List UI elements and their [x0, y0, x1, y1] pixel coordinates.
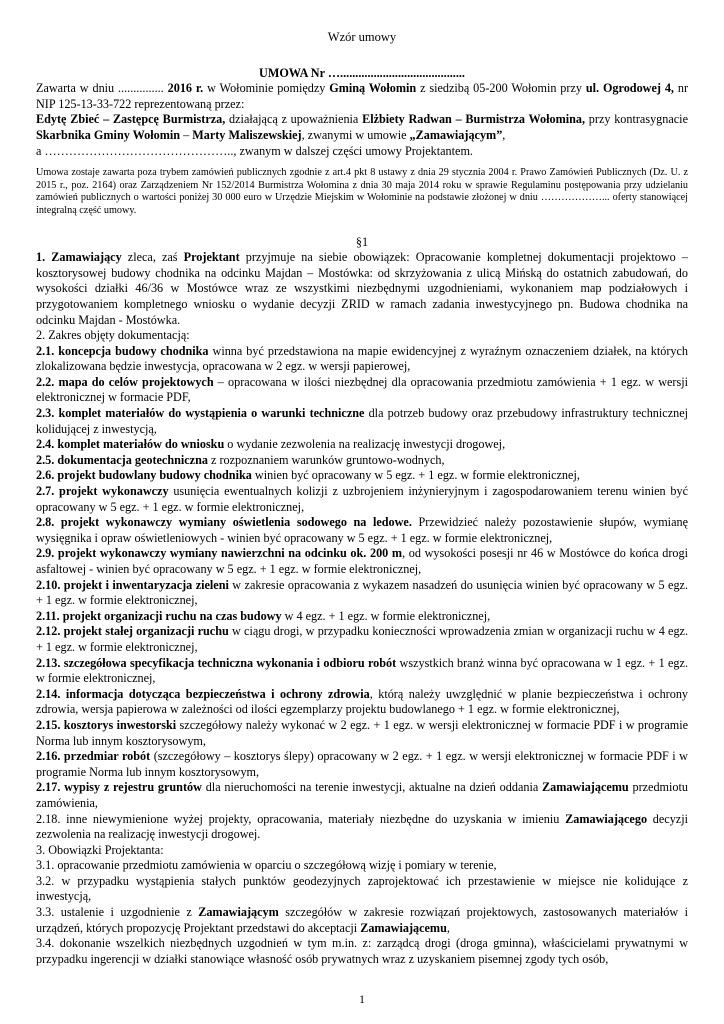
text-span: , [502, 127, 506, 142]
scope-item [36, 780, 688, 811]
text-span: nr NIP 125-13-33-722 reprezentowaną przez: [36, 81, 689, 111]
scope-item-text: winien być opracowany w 5 egz. + 1 egz. w formie elektronicznej, [251, 468, 580, 483]
contract-label: UMOWA Nr [259, 65, 328, 80]
scope-item-text: z rozpoznaniem warunków gruntowo-wodnych, [207, 452, 445, 467]
scope-item-text: dla potrzeb budowy oraz przebudowy infrastruktury technicznej kolidującej z inwestycją, [36, 406, 688, 436]
text-span: , [446, 920, 450, 935]
bold-span: Edytę Zbieć – Zastępcę Burmistrza, [36, 112, 226, 127]
bold-span: Skarbnika Gminy Wołomin [36, 127, 181, 142]
bold-span: ul. Ogrodowej 4, [585, 81, 674, 96]
text-span: zleca, zaś [121, 250, 184, 265]
duty-item [36, 905, 688, 936]
scope-item-text: o wydanie zezwolenia na realizację inwestycji drogowej, [224, 437, 506, 452]
scope-item-text: – opracowana w ilości niezbędnej dla opracowania przedmiotu zamówienia + 1 egz. w wersji elektronicznej w formacie PDF, [36, 374, 689, 405]
duty-text: 3.1. opracowanie przedmiotu zamówienia w oparciu o szczegółową wizję i pomiary w terenie, [36, 858, 497, 873]
bold-span: Marty Maliszewskiej [192, 127, 302, 142]
scope-item [36, 484, 688, 515]
text-span: – [180, 127, 193, 142]
scope-item-title: 2.13. szczegółowa specyfikacja techniczna wykonania i odbioru robót [36, 655, 397, 670]
scope-item-title: 2.1. koncepcja budowy chodnika [36, 343, 209, 358]
clause-3-heading: 3. Obowiązki Projektanta: [36, 842, 164, 857]
scope-item-title: 2.7. projekt wykonawczy [36, 484, 169, 499]
scope-item [36, 718, 688, 749]
text-span: szczegółów w zakresie rozwiązań projektowych, zastosowanych materiałów i urządzeń, których propozycję Projektant przedstawi do akceptacji [36, 905, 688, 935]
text-span: decyzji zezwolenia na realizację inwestycji drogowej. [36, 811, 688, 842]
scope-item [36, 578, 688, 609]
bold-span: 2016 r. [167, 81, 204, 96]
text-span: a ……………………………………….., zwanym w dalszej części umowy Projektantem. [36, 143, 473, 158]
scope-item-title: 2.2. mapa do celów projektowych [36, 374, 214, 389]
bold-span: Zamawiającego [565, 811, 648, 826]
bold-span: Elżbiety Radwan – Burmistrza Wołomina, [362, 112, 586, 127]
scope-item-text: szczegółowy należy wykonać w 2 egz. + 1 egz. w wersji elektronicznej w formacie PDF i w programie Norma lub innym kosztorysowym, [36, 717, 688, 748]
scope-item [36, 546, 688, 577]
scope-item [36, 812, 688, 843]
scope-item [36, 515, 688, 546]
duties-list [36, 858, 688, 967]
scope-item [36, 687, 688, 718]
text-span: w Wołominie pomiędzy [203, 81, 330, 96]
parties-paragraph [36, 81, 688, 159]
text-span: przedmiotu zamówienia, [36, 780, 688, 810]
section-heading: §1 [355, 234, 369, 249]
scope-item-title: 2.9. projekt wykonawczy wymiany nawierzchni na odcinku ok. 200 m [36, 546, 403, 561]
scope-item-text: w zakresie opracowania z wykazem nasadzeń do usunięcia winien być opracowany w 5 egz. + 1 egz. w formie elektronicznej, [36, 577, 688, 608]
duty-item [36, 936, 688, 967]
scope-item-text: w ciągu drogi, w przypadku konieczności wprowadzenia zmian w organizacji ruchu w 4 egz. + 1 egz. w formie elektronicznej, [36, 624, 688, 654]
document-page [36, 30, 688, 967]
duty-text: 3.2. w przypadku wystąpienia stałych punktów geodezyjnych zaprojektować ich przestawienie w miejsce nie kolidujące z inwestycją, [36, 873, 688, 904]
scope-item [36, 609, 688, 625]
page-number: 1 [359, 992, 365, 1006]
bold-span: Zamawiającemu [360, 920, 447, 935]
duty-text: 3.3. ustalenie i uzgodnienie z [36, 905, 199, 920]
text-span: przyjmuje na siebie obowiązek: Opracowanie kompletnej dokumentacji projektowo – kosztorysowej budowy chodnika na odcinku Majdan – Mostówka: od skrzyżowania z ulicą Mińską do ostatnich zabudowań, do wysokości działki 46/36 w Mostówce wraz ze wszystkimi niezbędnymi uzgodnieniami, wykonaniem map podziałowych i przygotowaniem kompletnego wniosku o wydanie decyzji ZRID w ramach zadania inwestycyjnego pn. Budowa chodnika na odcinku Majdan - Mostówka. [36, 250, 688, 327]
scope-item-title: 2.11. projekt organizacji ruchu na czas budowy [36, 608, 282, 623]
scope-item-title: 2.10. projekt i inwentaryzacja zieleni [36, 577, 229, 592]
bold-span: 1. Zamawiający [36, 250, 122, 265]
contract-number: …......................................... [327, 65, 465, 80]
scope-item [36, 453, 688, 469]
scope-item-text: , od wysokości posesji nr 46 w Mostówce do końca drogi asfaltowej - winien być opracowany w 5 egz. + 1 egz. w formie elektronicznej, [36, 546, 689, 576]
scope-item-text: , którą należy uwzględnić w planie bezpieczeństwa i ochrony zdrowia, wersja papierowa w zależności od ilości egzemplarzy projektu budowlanego + 1 egz. w formie elektronicznej, [36, 686, 689, 717]
scope-list [36, 344, 688, 843]
duty-item [36, 874, 688, 905]
bold-span: Zamawiającemu [542, 780, 629, 795]
scope-item-text: w 4 egz. + 1 egz. w formie elektronicznej, [281, 608, 491, 623]
scope-item-title: 2.6. projekt budowlany budowy chodnika [36, 468, 252, 483]
scope-item-title: 2.14. informacja dotycząca bezpieczeństwa i ochrony zdrowia [36, 686, 370, 701]
text-span: Zawarta w dniu ............... [36, 81, 168, 96]
scope-item-title: 2.3. komplet materiałów do wystąpienia o warunki techniczne [36, 406, 365, 421]
intro-paragraph: Umowa zostaje zawarta poza trybem zamówień publicznych zgodnie z art.4 pkt 8 ustawy z dnia 29 stycznia 2004 r. Prawo Zamówień Publicznych (Dz. U. z 2015 r., poz. 2164) oraz Zarządzeniem Nr 152/2014 Burmistrza Wołomina z dnia 30 maja 2014 roku w sprawie Regulaminu postępowania przy udzielaniu zamówień publicznych o wartości poniżej 30 000 euro w Urzędzie Miejskim w Wołominie na podstawie złożonej w dniu ………………... oferty stanowiącej integralną część umowy. [36, 167, 688, 216]
text-span: z siedzibą 05-200 Wołomin przy [416, 81, 586, 96]
scope-item-text: wszystkich branż winna być opracowana w 1 egz. + 1 egz. w formie elektronicznej, [36, 655, 688, 686]
scope-item-text: dla nieruchomości na terenie inwestycji, aktualne na dzień oddania [201, 780, 543, 795]
scope-item-text: winna być przedstawiona na mapie ewidencyjnej z wyraźnym oznaczeniem działek, na których zlokalizowana będzie inwestycja, opracowana w 2 egz. w wersji papierowej, [36, 343, 688, 374]
scope-item [36, 375, 688, 406]
duty-item [36, 858, 688, 874]
bold-span: Zamawiającym [198, 905, 279, 920]
document-title: Wzór umowy [327, 30, 397, 44]
clause-1 [36, 250, 688, 328]
scope-item [36, 749, 688, 780]
scope-item-title: 2.16. przedmiar robót [36, 749, 151, 764]
scope-item [36, 656, 688, 687]
scope-item [36, 468, 688, 484]
scope-item-title: 2.8. projekt wykonawczy wymiany oświetlenia sodowego na ledowe. [36, 515, 412, 530]
scope-item-title: 2.4. komplet materiałów do wniosku [36, 437, 225, 452]
text-span: przy kontrasygnacie [585, 112, 688, 127]
scope-item-title: 2.17. wypisy z rejestru gruntów [36, 780, 202, 795]
scope-item [36, 344, 688, 375]
scope-item-text: usunięcia ewentualnych kolizji z uzbrojeniem inżynieryjnym i zagospodarowaniem terenu winien być opracowany w 5 egz. + 1 egz. w formie elektronicznej, [36, 484, 689, 514]
spacer [36, 218, 688, 233]
scope-item [36, 406, 688, 437]
scope-item-text: (szczegółowy – kosztorys ślepy) opracowany w 2 egz. + 1 egz. w wersji elektronicznej w formacie PDF i w programie Norma lub innym kosztorysowym, [36, 749, 688, 779]
text-span: , zwanymi w umowie [301, 127, 410, 142]
scope-item [36, 624, 688, 655]
scope-item-title: 2.15. kosztorys inwestorski [36, 717, 177, 732]
scope-item-title: 2.5. dokumentacja geotechniczna [36, 452, 208, 467]
bold-span: Gminą Wołomin [329, 81, 417, 96]
bold-span: Projektant [183, 250, 240, 265]
scope-item-text: 2.18. inne niewymienione wyżej projekty, opracowania, materiały niezbędne do uzyskania w imieniu [36, 811, 566, 826]
scope-item-text: Przewidzieć należy pozostawienie słupów, wymianę wysięgnika i opraw oświetleniowych - winien być opracowany w 5 egz. + 1 egz. w formie elektronicznej, [36, 515, 688, 545]
scope-item [36, 437, 688, 453]
scope-item-title: 2.12. projekt stałej organizacji ruchu [36, 624, 229, 639]
text-span: działającą z upoważnienia [225, 112, 363, 127]
bold-span: „Zamawiającym” [409, 127, 503, 142]
clause-2-heading: 2. Zakres objęty dokumentacją: [36, 328, 190, 343]
duty-text: 3.4. dokonanie wszelkich niezbędnych uzgodnień w tym m.in. z: zarządcą drogi (droga gminna), właścicielami prywatnymi w przypadku ingerencji w działki stanowiące własność osób prywatnych wraz z uzyskaniem pisemnej zgody tych osób, [36, 936, 688, 966]
contract-heading [36, 66, 688, 82]
